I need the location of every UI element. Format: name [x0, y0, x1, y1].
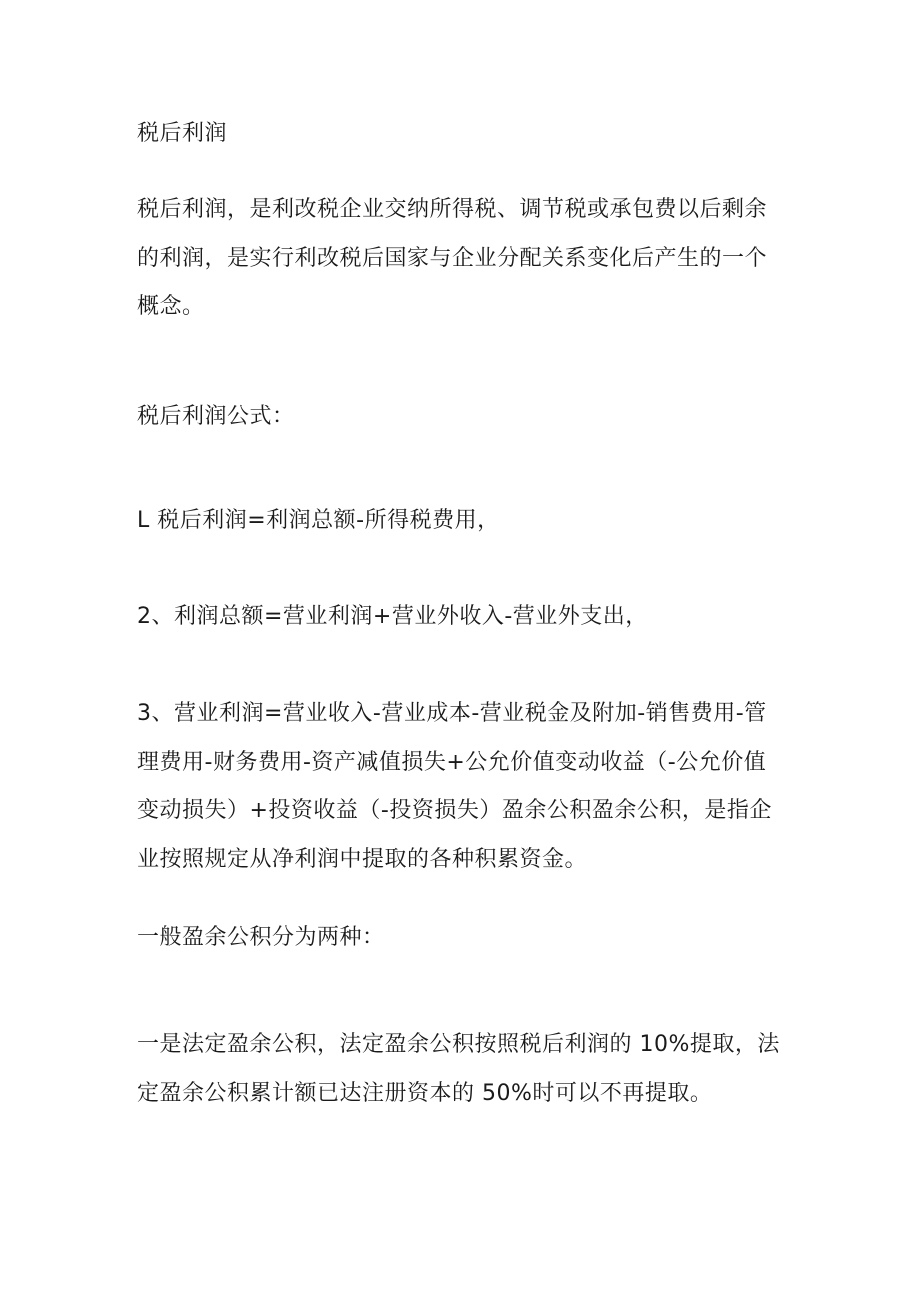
- formula-heading: 税后利润公式：: [137, 404, 295, 429]
- formula-item-3: 3、营业利润=营业收入-营业成本-营业税金及附加-销售费用-管理费用-财务费用-资产减值损失+公允价值变动收益（-公允价值变动损失）+投资收益（-投资损失）盈余公积盈余公积，是指企业按照规定从净利润中提取的各种积累资金。: [137, 701, 772, 872]
- reserve-heading: 一般盈余公积分为两种：: [137, 925, 385, 950]
- document-title: 税后利润: [137, 121, 228, 146]
- formula-item-2: 2、利润总额=营业利润+营业外收入-营业外支出，: [137, 604, 648, 629]
- formula-item-1: L 税后利润=利润总额-所得税费用，: [137, 508, 500, 533]
- reserve-statutory-paragraph: 一是法定盈余公积，法定盈余公积按照税后利润的 10%提取，法定盈余公积累计额已达注册资本的 50%时可以不再提取。: [137, 1032, 780, 1106]
- definition-paragraph: 税后利润，是利改税企业交纳所得税、调节税或承包费以后剩余的利润，是实行利改税后国家与企业分配关系变化后产生的一个概念。: [137, 197, 768, 319]
